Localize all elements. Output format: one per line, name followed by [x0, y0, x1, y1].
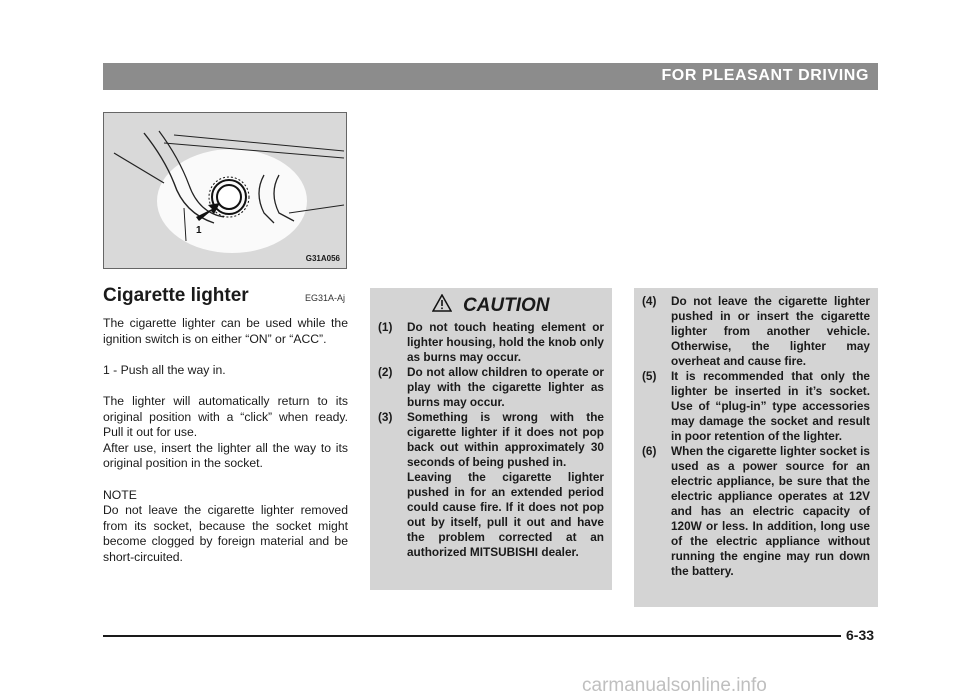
- footer-rule: [103, 635, 841, 637]
- figure-code: G31A056: [305, 254, 340, 263]
- body-paragraph: 1 - Push all the way in.: [103, 362, 226, 377]
- caution-item: [378, 320, 604, 365]
- lighter-drawing: [104, 113, 347, 269]
- section-code: EG31A-Aj: [305, 293, 346, 303]
- item-number: (2): [378, 365, 393, 379]
- cigarette-lighter-illustration: [103, 112, 347, 269]
- item-number: (1): [378, 320, 393, 334]
- header-title: FOR PLEASANT DRIVING: [661, 67, 869, 84]
- item-number: (4): [642, 294, 657, 308]
- caution-item: [378, 410, 604, 470]
- item-number: [378, 470, 407, 560]
- section-title: Cigarette lighter: [103, 285, 249, 306]
- caution-box: [370, 288, 612, 590]
- body-paragraph: The cigarette lighter can be used while the ignition switch is on either “ON” or “ACC”.: [103, 316, 348, 346]
- caution-continued-box: [634, 288, 878, 607]
- caution-item: [642, 369, 870, 444]
- item-number: (6): [642, 444, 657, 458]
- header-bar: [103, 63, 878, 90]
- caution-item-continued: [378, 470, 604, 560]
- caution-item: [642, 444, 870, 579]
- item-text: Something is wrong with the cigarette lighter if it does not pop back out within approximately 30 seconds of being pushed in.: [407, 410, 604, 469]
- figure-callout-number: 1: [196, 225, 202, 236]
- note-paragraph: Do not leave the cigarette lighter removed from its socket, because the socket might become clogged by foreign material and be short-circuited.: [103, 503, 348, 564]
- watermark: carmanualsonline.info: [582, 675, 767, 696]
- item-number: (5): [642, 369, 657, 383]
- item-text: Leaving the cigarette lighter pushed in for an extended period could cause fire. If it does not pop out by itself, pull it out and have the problem corrected at an authorized MITSUBISHI dealer.: [407, 470, 604, 559]
- item-text: When the cigarette lighter socket is used as a power source for an electric appliance, be sure that the electric appliance operates at 12V and has an electric capacity of 120W or less. In addition, long use of the electric appliance without running the engine may run down the battery.: [671, 444, 870, 578]
- body-text-column: [103, 316, 348, 566]
- item-text: Do not touch heating element or lighter housing, hold the knob only as burns may occur.: [407, 320, 604, 364]
- caution-item: [642, 294, 870, 369]
- caution-list: [378, 320, 604, 560]
- caution-item: [378, 365, 604, 410]
- item-text: Do not allow children to operate or play with the cigarette lighter as burns may occur.: [407, 365, 604, 409]
- caution-title: CAUTION: [462, 294, 550, 316]
- caution-heading: [378, 294, 604, 320]
- body-paragraph: After use, insert the lighter all the way to its original position in the socket.: [103, 440, 348, 471]
- page-number: 6-33: [846, 627, 875, 643]
- note-label: NOTE: [103, 487, 137, 502]
- body-paragraph: The lighter will automatically return to its original position with a “click” when ready. Pull it out for use.: [103, 393, 348, 440]
- warning-triangle-icon: [432, 294, 452, 317]
- item-text: It is recommended that only the lighter be inserted in it’s socket. Use of “plug-in” type accessories may damage the socket and result in poor retention of the lighter.: [671, 369, 870, 443]
- item-text: Do not leave the cigarette lighter pushed in or insert the cigarette lighter from another vehicle. Otherwise, the lighter may overheat and cause fire.: [671, 294, 870, 368]
- item-number: (3): [378, 410, 393, 424]
- caution-continued-list: [642, 294, 870, 579]
